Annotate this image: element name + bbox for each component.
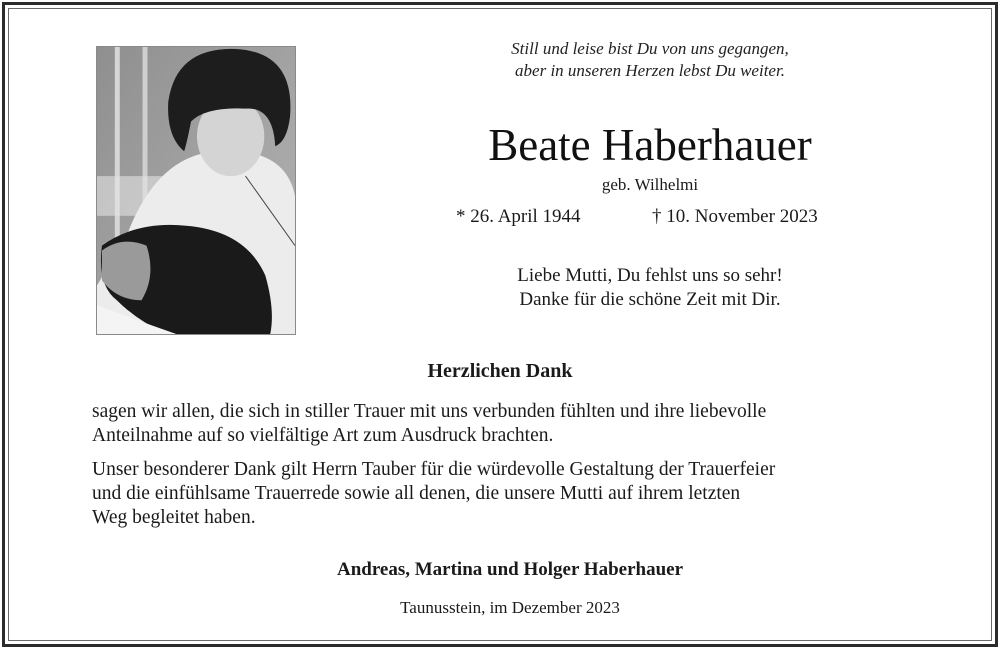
motto-line: Still und leise bist Du von uns gegangen, (511, 39, 789, 58)
text-line: sagen wir allen, die sich in stiller Trauer mit uns verbunden fühlten und ihre liebevolle (92, 401, 767, 422)
portrait-photo-illustration (97, 47, 295, 334)
farewell-line: Liebe Mutti, Du fehlst uns so sehr! (517, 265, 783, 286)
thanks-paragraph (92, 458, 932, 530)
thanks-body (92, 400, 932, 540)
deceased-name: Beate Haberhauer (488, 120, 812, 170)
birth-date: * 26. April 1944 (456, 206, 581, 227)
thanks-paragraph (92, 400, 932, 448)
farewell-message (440, 264, 860, 312)
portrait-photo (96, 46, 296, 335)
text-line: Anteilnahme auf so vielfältige Art zum Ausdruck brachten. (92, 425, 554, 446)
place-and-date: Taunusstein, im Dezember 2023 (400, 598, 620, 617)
death-date: † 10. November 2023 (652, 206, 818, 227)
birth-name: geb. Wilhelmi (601, 175, 699, 194)
family-signature: Andreas, Martina und Holger Haberhauer (336, 559, 684, 580)
text-line: und die einfühlsame Trauerrede sowie all denen, die unsere Mutti auf ihrem letzten (92, 483, 741, 504)
text-line: Weg begleitet haben. (92, 507, 256, 528)
text-line: Unser besonderer Dank gilt Herrn Tauber für die würdevolle Gestaltung der Trauerfeier (92, 459, 776, 480)
thanks-heading: Herzlichen Dank (427, 360, 573, 382)
motto-verse (440, 38, 860, 82)
farewell-line: Danke für die schöne Zeit mit Dir. (519, 289, 781, 310)
motto-line: aber in unseren Herzen lebst Du weiter. (515, 61, 785, 80)
